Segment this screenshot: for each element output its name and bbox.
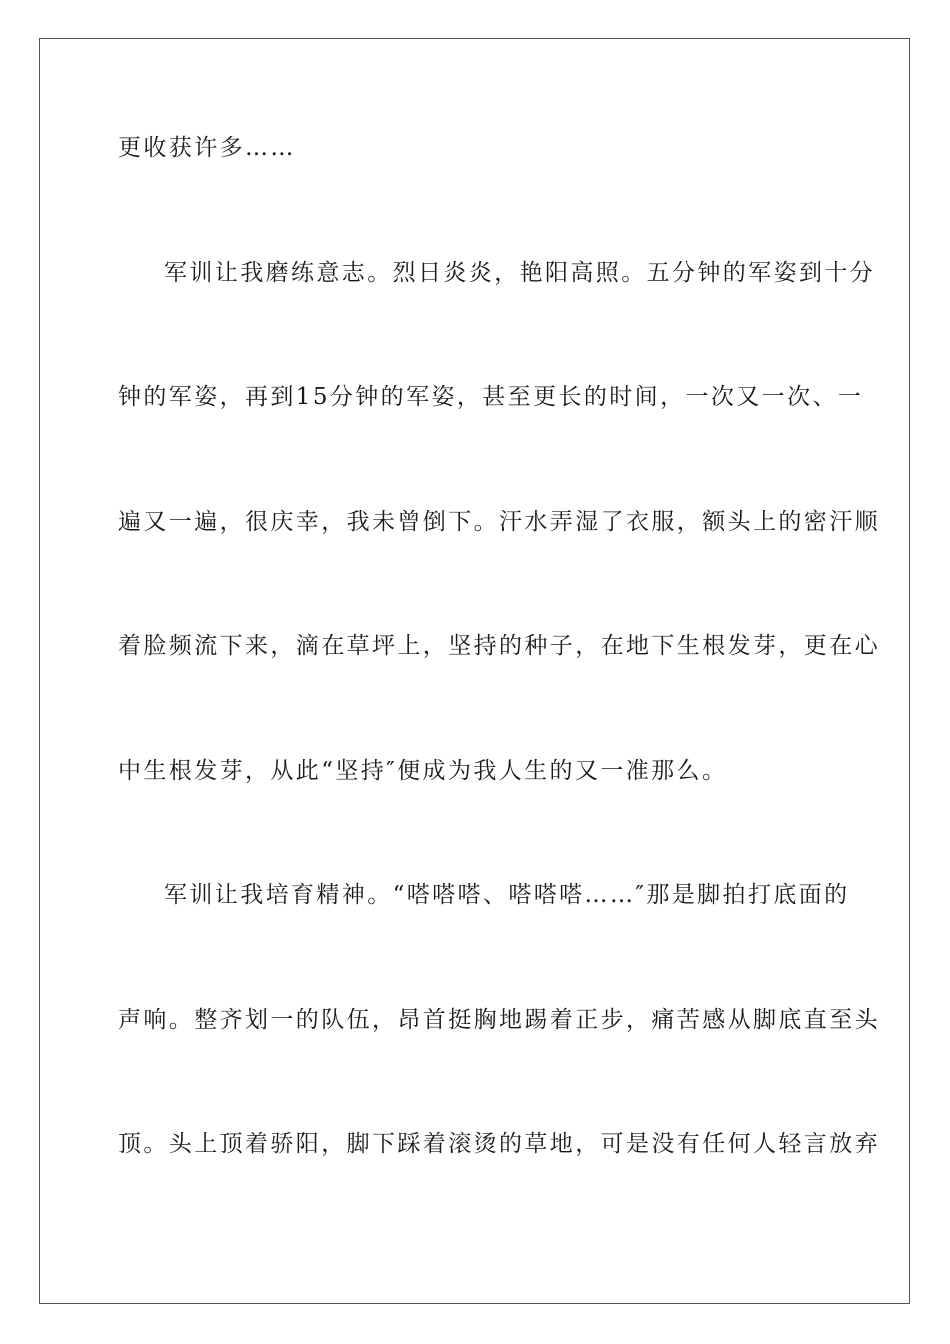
text-line: 着脸频流下来，滴在草坪上，坚持的种子，在地下生根发芽，更在心: [118, 633, 880, 659]
paragraph-start-line: 军训让我培育精神。“嗒嗒嗒、嗒嗒嗒……″那是脚拍打底面的: [164, 882, 850, 908]
text-line: 顶。头上顶着骄阳，脚下踩着滚烫的草地，可是没有任何人轻言放弃: [118, 1131, 880, 1157]
text-line: 声响。整齐划一的队伍，昂首挺胸地踢着正步，痛苦感从脚底直至头: [118, 1007, 880, 1033]
paragraph-start-line: 军训让我磨练意志。烈日炎炎，艳阳高照。五分钟的军姿到十分: [164, 260, 876, 286]
text-line: 中生根发芽，从此“坚持″便成为我人生的又一准那么。: [118, 758, 728, 784]
text-line: 遍又一遍，很庆幸，我未曾倒下。汗水弄湿了衣服，额头上的密汗顺: [118, 509, 880, 535]
page-border: [39, 38, 910, 1304]
text-line: 更收获许多……: [118, 135, 296, 161]
text-line: 钟的军姿，再到15分钟的军姿，甚至更长的时间，一次又一次、一: [118, 384, 864, 410]
